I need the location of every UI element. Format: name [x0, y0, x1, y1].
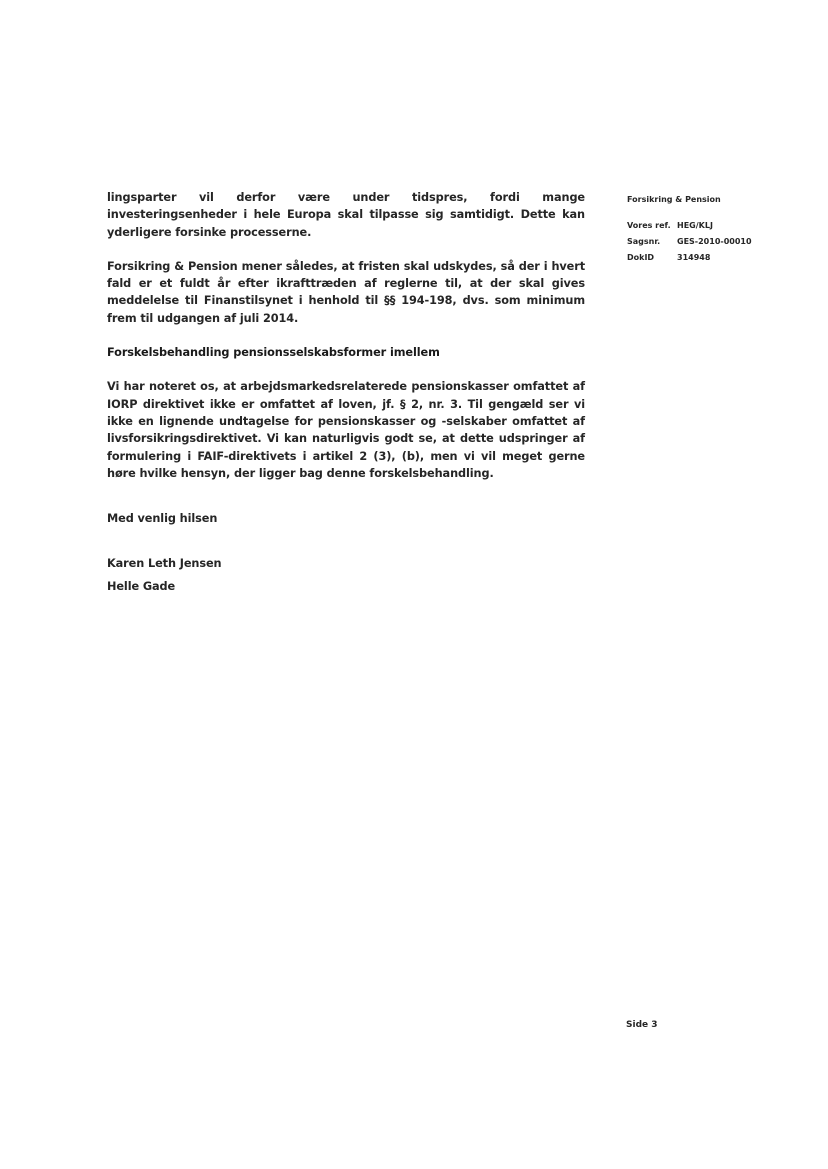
signatory-2: Helle Gade [107, 579, 176, 593]
meta-row-case-number [627, 234, 767, 250]
signatory-1: Karen Leth Jensen [107, 557, 222, 571]
sender-organization: Forsikring & Pension [627, 195, 721, 204]
closing-line: Med venlig hilsen [107, 512, 218, 526]
meta-value: GES-2010-00010 [677, 237, 752, 246]
body-paragraph-2: Forsikring & Pension mener således, at fristen skal udskydes, så der i hvert fald er et fuldt år efter ikrafttræden af reglerne til, at der skal gives meddelelse til Finanstilsynet i henhold til §§ 194-198, dvs. som minimum frem til udgangen af juli 2014. [107, 259, 585, 325]
meta-row-document-id [627, 250, 767, 266]
letter-body [107, 189, 585, 595]
meta-label: Vores ref. [627, 221, 671, 230]
meta-value: 314948 [677, 253, 711, 262]
meta-row-reference [627, 218, 767, 234]
section-heading: Forskelsbehandling pensionsselskabsformer imellem [107, 346, 440, 360]
body-paragraph-3: Vi har noteret os, at arbejdsmarkedsrelaterede pensionskasser omfattet af IORP direktivet ikke er omfattet af loven, jf. § 2, nr. 3. Til gengæld ser vi ikke en lignende undtagelse for pensionskasser og -selskaber omfattet af livsforsikringsdirektivet. Vi kan naturligvis godt se, at dette udspringer af formulering i FAIF-direktivets i artikel 2 (3), (b), men vi vil meget gerne høre hvilke hensyn, der ligger bag denne forskelsbehandling. [107, 380, 585, 480]
body-paragraph-1: lingsparter vil derfor være under tidspres, fordi mange investeringsenheder i hele Europa skal tilpasse sig samtidigt. Dette kan yderligere forsinke processerne. [107, 191, 585, 239]
sender-info [627, 192, 767, 266]
meta-label: DokID [627, 253, 655, 262]
page-number: Side 3 [626, 1020, 658, 1030]
meta-value: HEG/KLJ [677, 221, 713, 230]
meta-label: Sagsnr. [627, 237, 661, 246]
